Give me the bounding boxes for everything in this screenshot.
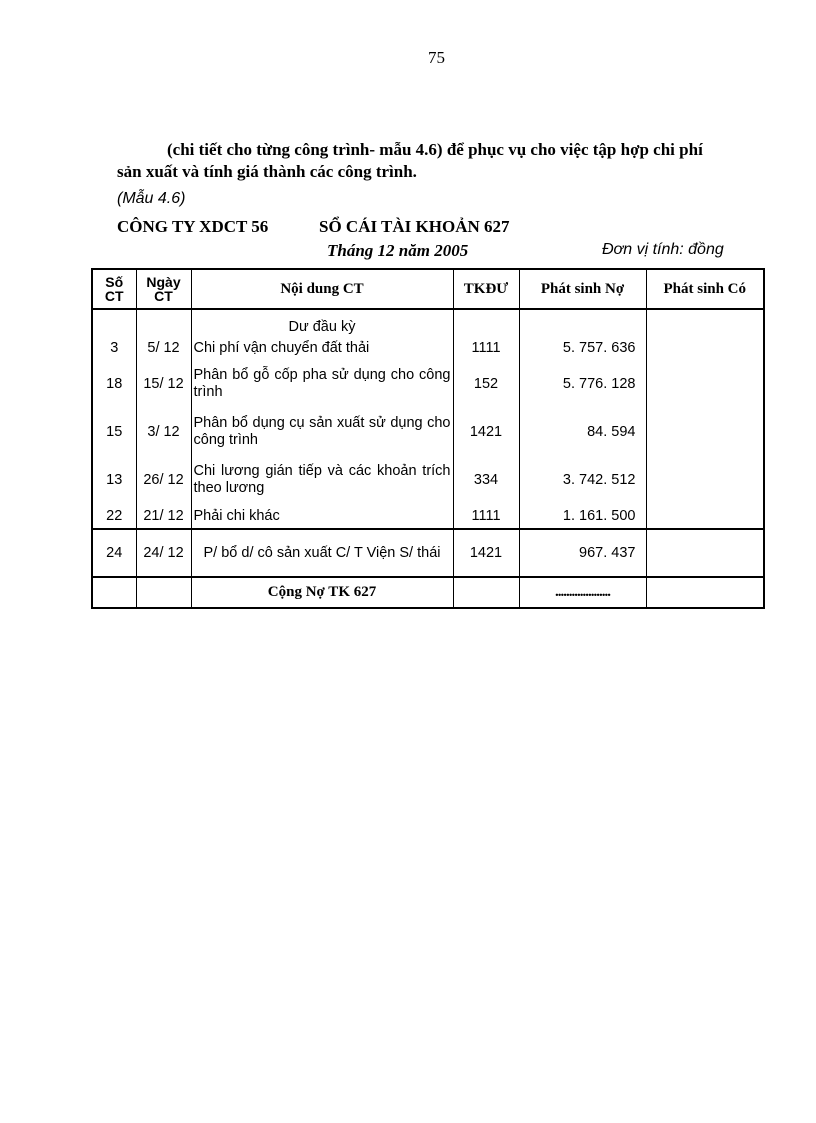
cell-co	[646, 408, 764, 456]
header-ngay-ct: Ngày CT	[136, 269, 191, 309]
total-label: Cộng Nợ TK 627	[191, 577, 453, 608]
cell-co	[646, 360, 764, 408]
page-number: 75	[428, 48, 445, 67]
cell-no: 5. 757. 636	[519, 336, 646, 360]
total-row	[92, 577, 764, 608]
cell-so: 3	[92, 336, 136, 360]
cell-noi-dung: Phân bổ dụng cụ sản xuất sử dụng cho công trình	[191, 408, 453, 456]
header-phat-sinh-no: Phát sinh Nợ	[519, 269, 646, 309]
ledger-period: Tháng 12 năm 2005	[327, 241, 469, 260]
cell-no: 967. 437	[519, 529, 646, 577]
cell-noi-dung: Phân bổ gỗ cốp pha sử dụng cho công trình	[191, 360, 453, 408]
header-tkdu: TKĐƯ	[453, 269, 519, 309]
cell-tkdu: 1421	[453, 408, 519, 456]
form-label: (Mẫu 4.6)	[117, 190, 186, 207]
cell-ngay: 26/ 12	[136, 456, 191, 504]
ledger-table	[91, 268, 765, 609]
table-row	[92, 408, 764, 456]
cell-tkdu: 334	[453, 456, 519, 504]
ledger-title: SỔ CÁI TÀI KHOẢN 627	[319, 217, 510, 236]
table-row	[92, 360, 764, 408]
cell-tkdu: 1111	[453, 504, 519, 529]
cell-noi-dung: Chi phí vận chuyển đất thải	[191, 336, 453, 360]
cell-no: 3. 742. 512	[519, 456, 646, 504]
currency-unit: Đơn vị tính: đồng	[602, 241, 724, 258]
cell-ngay: 5/ 12	[136, 336, 191, 360]
cell-co	[646, 529, 764, 577]
cell-noi-dung: P/ bổ d/ cô sản xuất C/ T Viện S/ thái	[191, 529, 453, 577]
table-row	[92, 456, 764, 504]
cell-so: 18	[92, 360, 136, 408]
header-noi-dung: Nội dung CT	[191, 269, 453, 309]
cell-noi-dung: Phải chi khác	[191, 504, 453, 529]
header-so-ct: Số CT	[92, 269, 136, 309]
cell-no: 84. 594	[519, 408, 646, 456]
intro-line-1: (chi tiết cho từng công trình- mẫu 4.6) để phục vụ cho việc tập hợp chi phí	[167, 140, 703, 159]
table-header-row	[92, 269, 764, 309]
intro-line-2: sản xuất và tính giá thành các công trình.	[117, 162, 417, 181]
cell-no: 5. 776. 128	[519, 360, 646, 408]
cell-tkdu: 152	[453, 360, 519, 408]
cell-ngay: 3/ 12	[136, 408, 191, 456]
cell-tkdu: 1111	[453, 336, 519, 360]
opening-balance-label: Dư đầu kỳ	[191, 309, 453, 336]
cell-noi-dung: Chi lương gián tiếp và các khoản trích theo lương	[191, 456, 453, 504]
cell-co	[646, 504, 764, 529]
cell-ngay: 21/ 12	[136, 504, 191, 529]
cell-ngay: 15/ 12	[136, 360, 191, 408]
table-row	[92, 504, 764, 529]
total-no: ....................	[519, 577, 646, 608]
cell-ngay: 24/ 12	[136, 529, 191, 577]
table-row	[92, 336, 764, 360]
cell-so: 15	[92, 408, 136, 456]
cell-so: 13	[92, 456, 136, 504]
company-name: CÔNG TY XDCT 56	[117, 217, 269, 236]
intro-paragraph	[117, 139, 747, 183]
cell-tkdu: 1421	[453, 529, 519, 577]
table-row	[92, 529, 764, 577]
cell-co	[646, 456, 764, 504]
cell-co	[646, 336, 764, 360]
cell-so: 22	[92, 504, 136, 529]
cell-so: 24	[92, 529, 136, 577]
header-phat-sinh-co: Phát sinh Có	[646, 269, 764, 309]
cell-no: 1. 161. 500	[519, 504, 646, 529]
opening-balance-row	[92, 309, 764, 336]
